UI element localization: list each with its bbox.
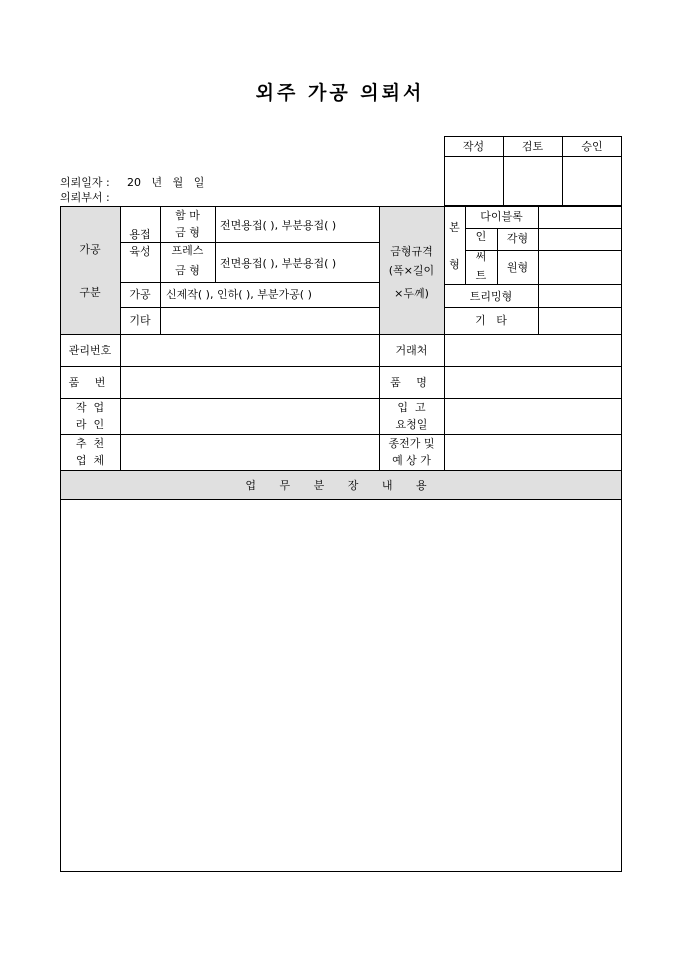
form-type-bon: 본	[449, 221, 460, 234]
hammer-weld-options[interactable]: 전면용접( ), 부분용접( )	[220, 219, 337, 232]
client-field[interactable]	[445, 335, 621, 366]
management-number-field[interactable]	[121, 335, 379, 366]
insert-label-2: 써	[475, 250, 487, 263]
mold-spec-label-1: 금형규격	[390, 245, 433, 258]
work-description-area[interactable]	[61, 500, 621, 871]
approval-author-sign[interactable]	[444, 156, 504, 206]
recommended-vendor-field[interactable]	[121, 435, 379, 470]
die-block-label: 다이블록	[480, 210, 523, 223]
press-weld-options[interactable]: 전면용접( ), 부분용접( )	[220, 257, 337, 270]
work-line-label-1: 작 업	[75, 401, 105, 414]
price-field[interactable]	[445, 435, 621, 470]
approval-approve-header: 승인	[581, 140, 603, 153]
weld-label-2: 육성	[129, 245, 151, 258]
document-title: 외주 가공 의뢰서	[255, 82, 425, 104]
approval-review-sign[interactable]	[504, 156, 562, 206]
request-date-value[interactable]: 20 년 월 일	[127, 176, 205, 189]
machining-label: 가공	[129, 288, 151, 301]
form-type-hyeong: 형	[449, 258, 460, 271]
mold-spec-label-2: (폭×길이	[388, 264, 435, 277]
machining-options[interactable]: 신제작( ), 인하( ), 부분가공( )	[166, 288, 312, 301]
round-type-label: 원형	[506, 261, 529, 274]
form-etc-label: 기 타	[475, 314, 507, 327]
insert-label-3: 트	[475, 269, 487, 282]
part-number-label: 품 번	[68, 376, 112, 389]
insert-label-1: 인	[475, 230, 487, 243]
press-mold-label-2: 금 형	[175, 264, 200, 277]
work-line-field[interactable]	[121, 399, 379, 434]
process-label-2: 구분	[79, 286, 101, 299]
receipt-request-label-1: 입 고	[397, 401, 426, 414]
process-etc-label: 기타	[129, 314, 151, 327]
process-etc-field[interactable]	[162, 309, 378, 333]
process-label-1: 가공	[79, 243, 101, 256]
recommended-vendor-label-2: 업 체	[75, 454, 105, 467]
approval-review-header: 검토	[521, 140, 544, 153]
trimming-type-label: 트리밍형	[469, 290, 513, 303]
client-label: 거래처	[395, 344, 428, 357]
hammer-mold-label-1: 함 마	[175, 209, 200, 222]
approval-author-header: 작성	[462, 140, 485, 153]
work-line-label-2: 라 인	[75, 418, 105, 431]
part-number-field[interactable]	[121, 367, 379, 398]
part-name-field[interactable]	[445, 367, 621, 398]
press-mold-label-1: 프레스	[171, 244, 204, 257]
price-label-2: 예 상 가	[392, 454, 431, 467]
mold-spec-label-3: ×두께)	[394, 287, 429, 300]
weld-label-1: 용접	[129, 228, 151, 241]
receipt-request-field[interactable]	[445, 399, 621, 434]
recommended-vendor-label-1: 추 천	[75, 437, 105, 450]
request-dept-label: 의뢰부서 :	[60, 191, 110, 204]
management-number-label: 관리번호	[68, 344, 112, 357]
price-label-1: 종전가 및	[388, 437, 435, 450]
request-date-label: 의뢰일자 :	[60, 176, 110, 189]
approval-approve-sign[interactable]	[563, 156, 621, 206]
hammer-mold-label-2: 금 형	[175, 226, 200, 239]
square-type-label: 각형	[506, 232, 529, 245]
part-name-label: 품 명	[390, 376, 433, 389]
work-description-header: 업 무 분 장 내 용	[245, 479, 437, 492]
receipt-request-label-2: 요청일	[395, 418, 428, 431]
